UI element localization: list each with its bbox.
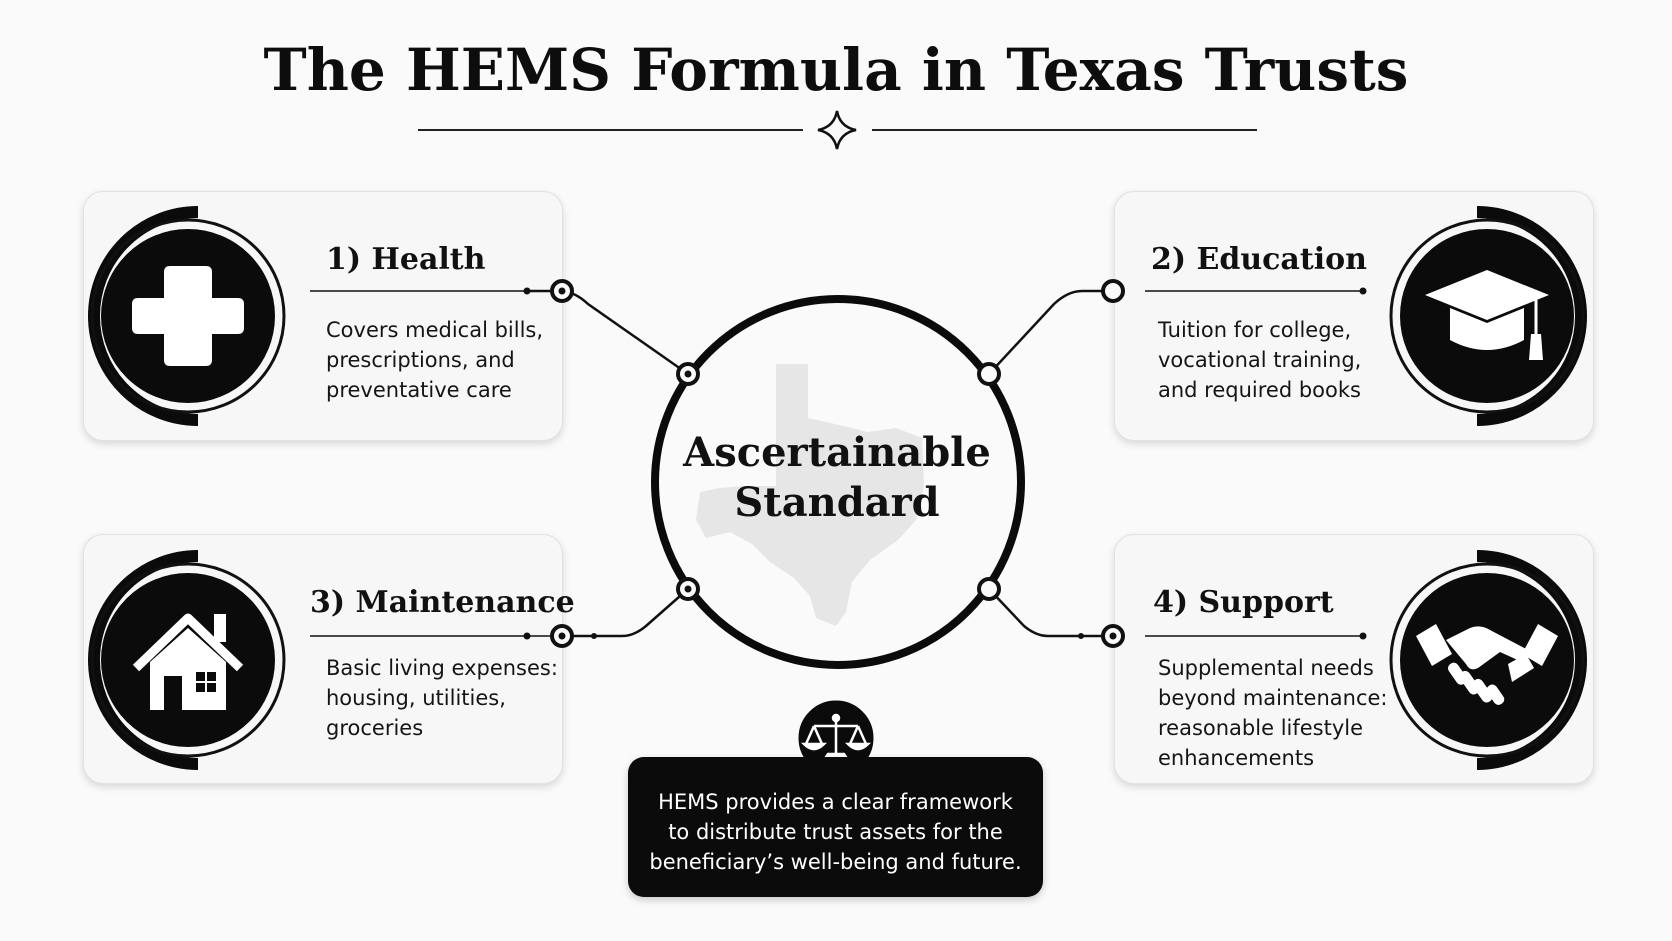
summary-line-1: HEMS provides a clear framework [658,790,1013,814]
maintenance-connector [562,589,688,636]
maintenance-description [326,653,558,743]
health-icon-badge [92,212,284,420]
support-title: 4) Support [1153,585,1334,620]
education-description [1158,315,1361,405]
center-label-line-2: Standard [734,479,940,526]
education-line-1: Tuition for college, [1158,318,1352,342]
summary-note [628,757,1043,897]
education-connector [989,291,1113,374]
page-title: The HEMS Formula in Texas Trusts [263,36,1409,104]
support-icon-badge [1391,556,1583,764]
summary-line-2: to distribute trust assets for the [668,820,1003,844]
education-line-3: and required books [1158,378,1361,402]
health-description [326,315,543,405]
summary-note-text [628,787,1043,877]
health-line-1: Covers medical bills, [326,318,544,342]
center-label [642,428,1032,528]
maintenance-line-2: housing, utilities, [326,686,506,710]
title-divider [418,111,1257,149]
support-connector [989,589,1113,636]
maintenance-title: 3) Maintenance [310,585,575,620]
summary-line-3: beneficiary’s well-being and future. [649,850,1022,874]
education-title: 2) Education [1151,242,1367,277]
health-title: 1) Health [326,242,486,277]
maintenance-line-3: groceries [326,716,424,740]
support-line-3: reasonable lifestyle [1158,716,1364,740]
health-connector [528,291,688,374]
support-description [1158,653,1388,773]
maintenance-icon-badge [92,556,284,764]
support-line-4: enhancements [1158,746,1315,770]
four-point-star-icon [818,111,856,149]
health-line-2: prescriptions, and [326,348,515,372]
education-icon-badge [1391,212,1583,420]
maintenance-line-1: Basic living expenses: [326,656,558,680]
support-line-2: beyond maintenance: [1158,686,1388,710]
education-line-2: vocational training, [1158,348,1362,372]
center-label-line-1: Ascertainable [683,429,991,476]
support-line-1: Supplemental needs [1158,656,1374,680]
health-line-3: preventative care [326,378,512,402]
